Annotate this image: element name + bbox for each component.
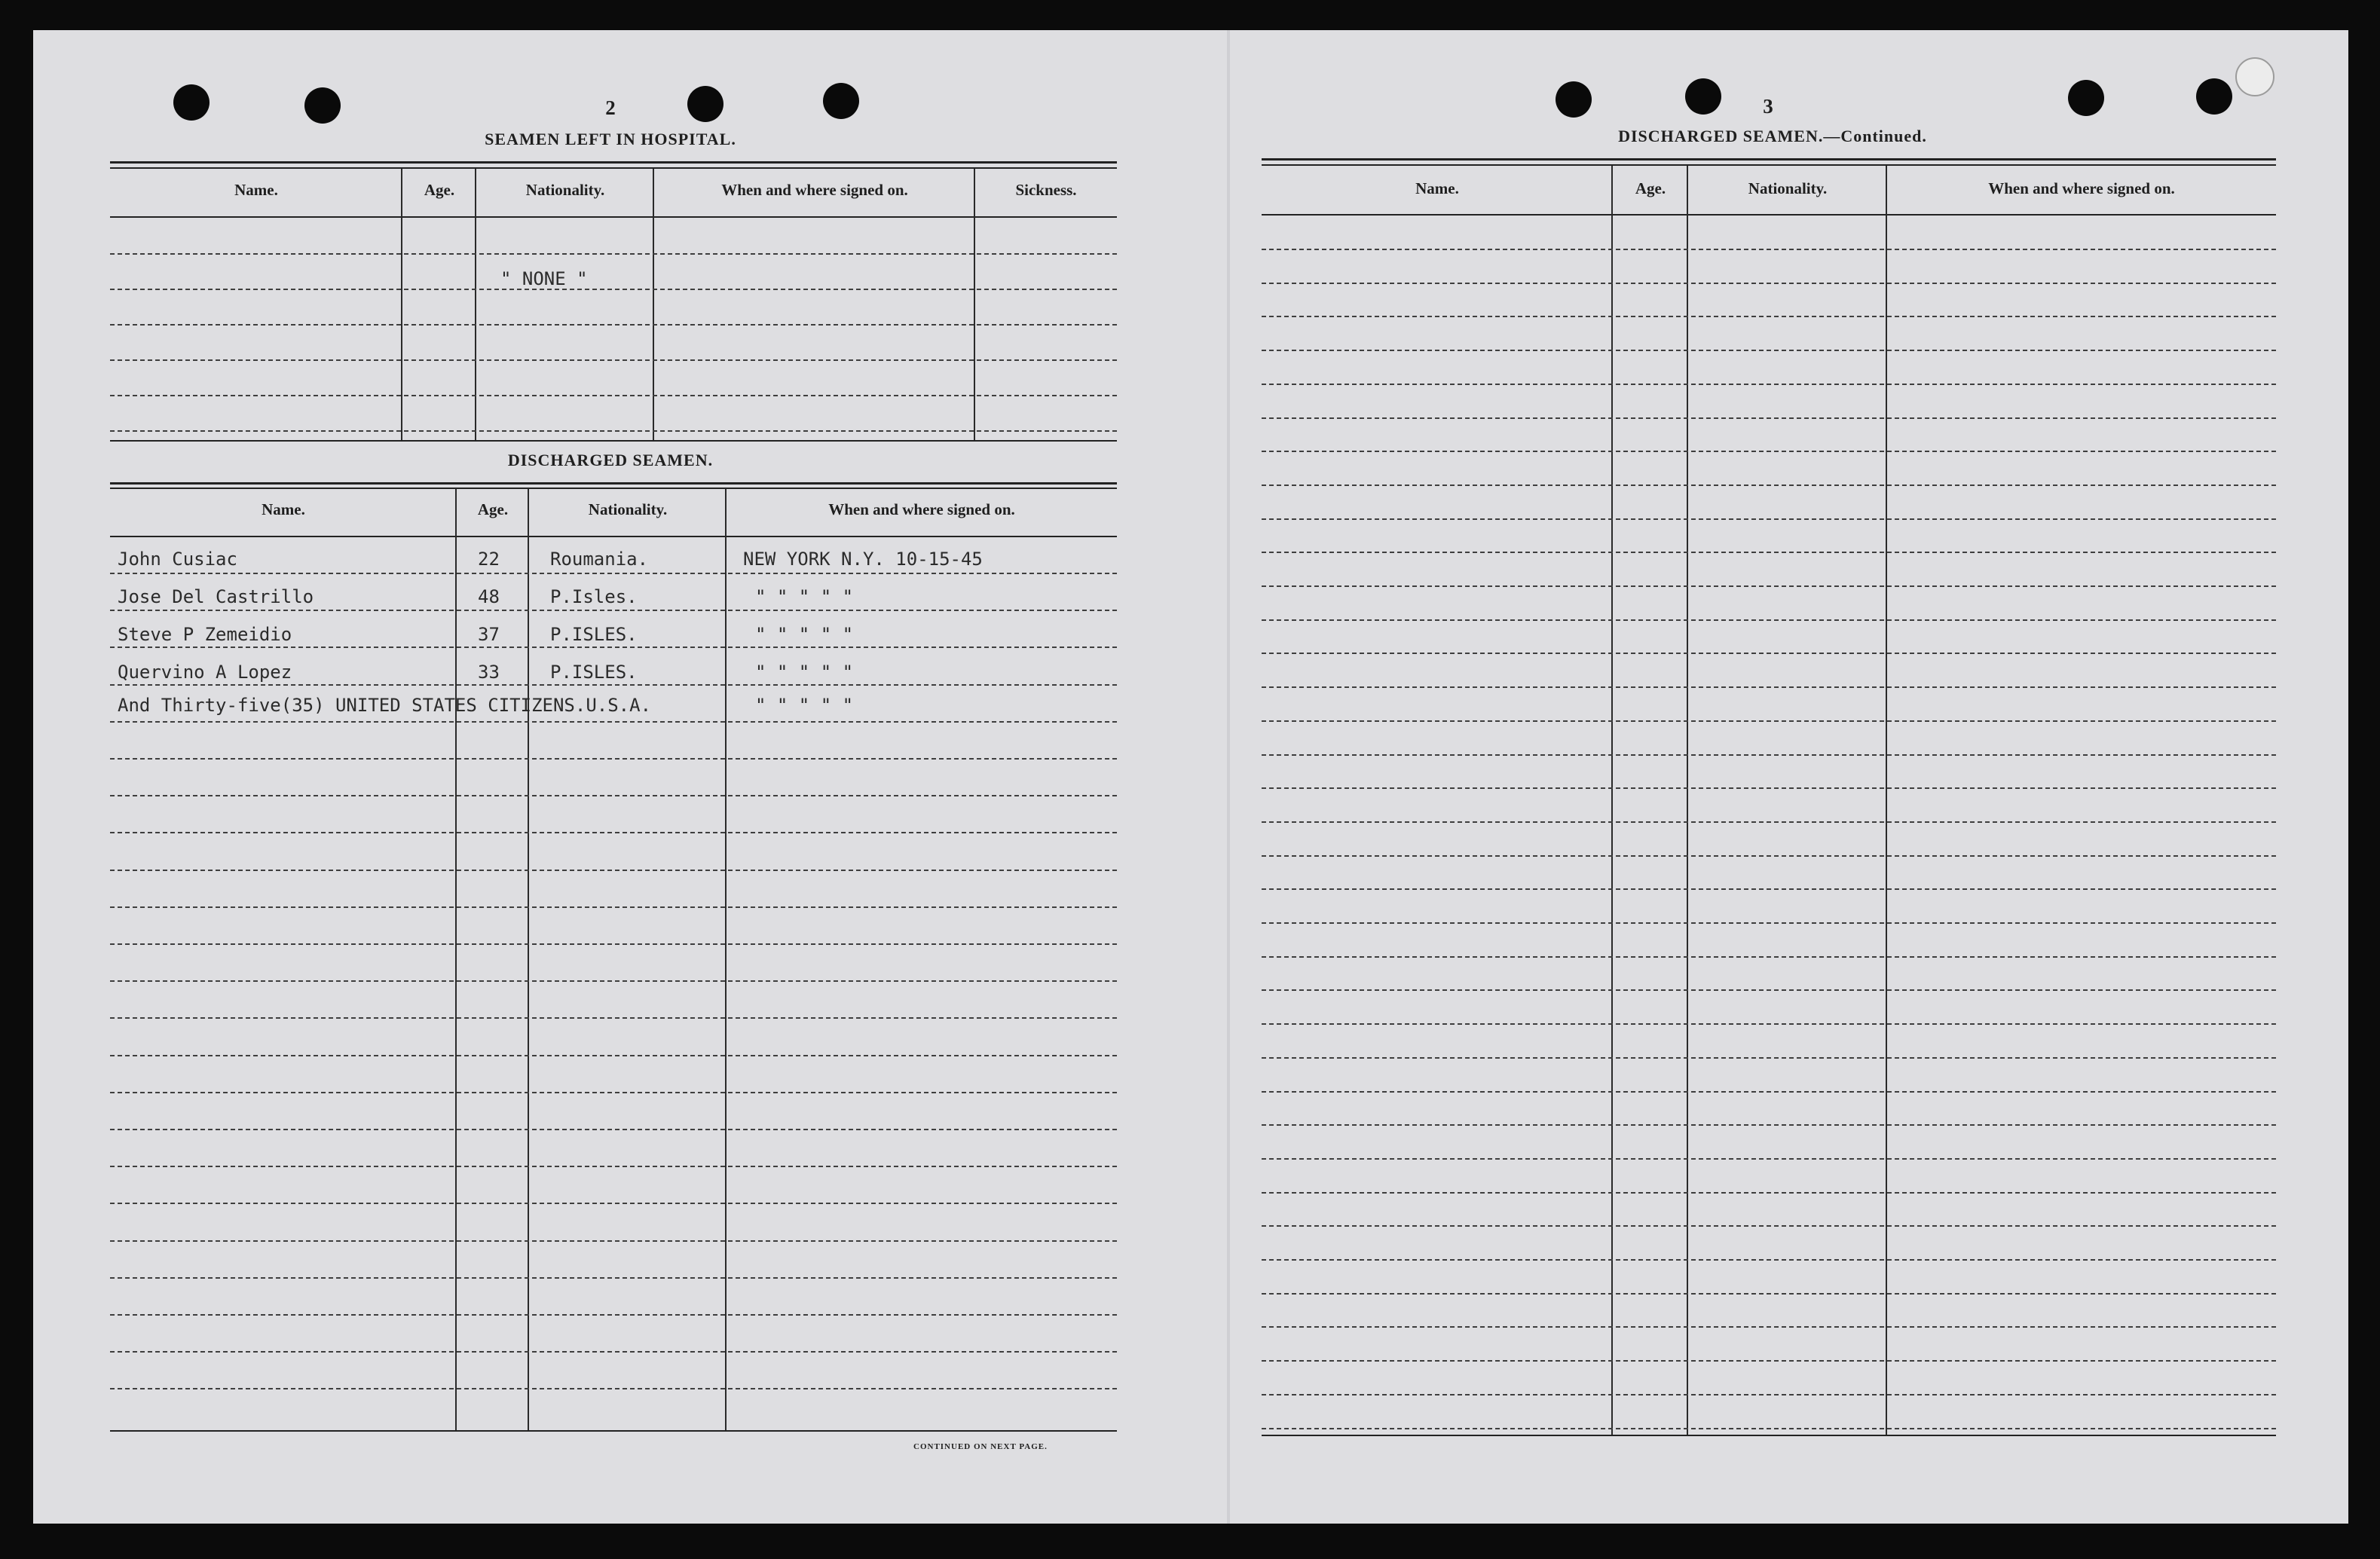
hospital-bottom-rule: [110, 440, 1117, 442]
ruled-line: [110, 1240, 1117, 1242]
ruled-line: [1262, 754, 2276, 756]
ruled-line: [1262, 821, 2276, 823]
ruled-line: [110, 1129, 1117, 1130]
ruled-line: [110, 906, 1117, 908]
ruled-line: [110, 1092, 1117, 1093]
punch-hole: [304, 87, 341, 124]
discharged-heading: DISCHARGED SEAMEN.: [507, 451, 714, 469]
seaman-age: 22: [478, 549, 500, 570]
hospital-row-line: [110, 430, 1117, 432]
ruled-line: [1262, 1394, 2276, 1395]
right-bottom-rule: [1262, 1435, 2276, 1436]
ruled-line: [1262, 1091, 2276, 1093]
discharged-column-divider: [725, 488, 727, 1432]
discharged-column-divider: [455, 488, 457, 1432]
ruled-line: [110, 647, 1117, 648]
page-number-right: 3: [1763, 95, 1773, 118]
ruled-line: [110, 573, 1117, 574]
right-top-rule: [1262, 164, 2276, 166]
ruled-line: [1262, 1326, 2276, 1328]
hospital-row-line: [110, 289, 1117, 290]
ruled-line: [110, 870, 1117, 871]
discharged-top-rule: [110, 488, 1117, 489]
discharged-header-rule: [110, 536, 1117, 537]
ruled-line: [1262, 384, 2276, 385]
ruled-line: [1262, 485, 2276, 486]
punch-hole: [687, 86, 723, 122]
seaman-signed-on: NEW YORK N.Y. 10-15-45: [743, 549, 983, 570]
hospital-col-age: Age.: [424, 181, 455, 199]
hospital-column-divider: [653, 169, 654, 440]
punch-hole: [173, 84, 210, 121]
page-number-left: 2: [605, 96, 616, 119]
seaman-nationality: P.ISLES.: [550, 624, 638, 645]
hospital-entry-none: " NONE ": [500, 268, 588, 289]
seaman-name: Steve P Zemeidio: [118, 624, 292, 645]
hospital-row-line: [110, 253, 1117, 255]
ruled-line: [110, 1166, 1117, 1167]
ruled-line: [1262, 417, 2276, 419]
seaman-age: 37: [478, 624, 500, 645]
seaman-nationality: Roumania.: [550, 549, 649, 570]
ruled-line: [1262, 1360, 2276, 1362]
ruled-line: [110, 1017, 1117, 1019]
ruled-line: [1262, 956, 2276, 958]
hospital-col-signed-on: When and where signed on.: [721, 181, 908, 199]
right-col-nationality: Nationality.: [1748, 179, 1828, 197]
seaman-nationality: P.ISLES.: [550, 662, 638, 683]
discharged-continued-heading: DISCHARGED SEAMEN.—Continued.: [1618, 127, 1927, 145]
ruled-line: [110, 1277, 1117, 1279]
punch-hole: [2196, 78, 2232, 115]
hospital-top-rule: [110, 161, 1117, 164]
right-column-divider: [1687, 166, 1688, 1436]
seaman-name: Jose Del Castrillo: [118, 586, 314, 607]
ruled-line: [110, 832, 1117, 833]
ruled-line: [1262, 249, 2276, 250]
ruled-line: [1262, 316, 2276, 317]
hospital-column-divider: [401, 169, 402, 440]
discharged-top-rule: [110, 482, 1117, 485]
ruled-line: [1262, 1023, 2276, 1025]
ruled-line: [110, 980, 1117, 982]
right-col-name: Name.: [1415, 179, 1459, 197]
discharged-col-name: Name.: [262, 500, 305, 518]
hospital-col-nationality: Nationality.: [525, 181, 605, 199]
ruled-line: [1262, 1259, 2276, 1261]
hospital-header-rule: [110, 216, 1117, 218]
ruled-line: [1262, 518, 2276, 520]
hospital-row-line: [110, 395, 1117, 396]
punch-hole: [823, 83, 859, 119]
ruled-line: [110, 1314, 1117, 1316]
ruled-line: [1262, 922, 2276, 924]
discharged-column-divider: [528, 488, 529, 1432]
ruled-line: [1262, 855, 2276, 857]
seaman-age: 33: [478, 662, 500, 683]
discharged-col-age: Age.: [477, 500, 509, 518]
punch-hole: [1685, 78, 1721, 115]
discharged-summary-ditto: " " " " ": [755, 695, 854, 716]
discharged-bottom-rule: [110, 1430, 1117, 1432]
ruled-line: [1262, 1192, 2276, 1194]
hospital-col-sickness: Sickness.: [1015, 181, 1077, 199]
ruled-line: [1262, 888, 2276, 890]
ruled-line: [1262, 686, 2276, 688]
page-fold: [1227, 30, 1230, 1524]
ruled-line: [1262, 1057, 2276, 1059]
discharged-col-signed-on: When and where signed on.: [828, 500, 1015, 518]
punch-hole-outline: [2235, 57, 2274, 96]
ruled-line: [1262, 552, 2276, 553]
right-col-age: Age.: [1635, 179, 1666, 197]
right-col-signed-on: When and where signed on.: [1988, 179, 2175, 197]
punch-hole: [1556, 81, 1592, 118]
ruled-line: [1262, 619, 2276, 621]
punch-hole: [2068, 80, 2104, 116]
ruled-line: [1262, 989, 2276, 991]
right-column-divider: [1886, 166, 1887, 1436]
seaman-age: 48: [478, 586, 500, 607]
right-header-rule: [1262, 214, 2276, 216]
ruled-line: [110, 721, 1117, 723]
seaman-signed-on: " " " " ": [755, 586, 854, 607]
discharged-summary-line: And Thirty-five(35) UNITED STATES CITIZENS.U.S.A.: [118, 695, 652, 716]
ruled-line: [1262, 1158, 2276, 1160]
hospital-top-rule: [110, 167, 1117, 169]
hospital-row-line: [110, 359, 1117, 361]
seaman-signed-on: " " " " ": [755, 624, 854, 645]
hospital-column-divider: [475, 169, 476, 440]
ruled-line: [1262, 1293, 2276, 1295]
hospital-column-divider: [974, 169, 975, 440]
ruled-line: [1262, 787, 2276, 789]
ruled-line: [1262, 720, 2276, 722]
ruled-line: [1262, 350, 2276, 351]
ruled-line: [1262, 451, 2276, 452]
ruled-line: [110, 1203, 1117, 1204]
ruled-line: [110, 758, 1117, 760]
seaman-nationality: P.Isles.: [550, 586, 638, 607]
ruled-line: [110, 943, 1117, 945]
discharged-col-nationality: Nationality.: [588, 500, 668, 518]
ruled-line: [110, 1351, 1117, 1353]
right-column-divider: [1611, 166, 1613, 1436]
seaman-name: John Cusiac: [118, 549, 237, 570]
continued-note: CONTINUED ON NEXT PAGE.: [913, 1442, 1048, 1451]
ruled-line: [110, 795, 1117, 796]
hospital-heading: SEAMEN LEFT IN HOSPITAL.: [485, 130, 736, 148]
ruled-line: [1262, 1124, 2276, 1126]
ruled-line: [110, 1388, 1117, 1389]
ruled-line: [110, 684, 1117, 686]
seaman-signed-on: " " " " ": [755, 662, 854, 683]
ruled-line: [1262, 1428, 2276, 1429]
ruled-line: [110, 610, 1117, 611]
seaman-name: Quervino A Lopez: [118, 662, 292, 683]
ruled-line: [1262, 653, 2276, 654]
ruled-line: [1262, 585, 2276, 587]
hospital-col-name: Name.: [234, 181, 278, 199]
hospital-row-line: [110, 324, 1117, 326]
right-top-rule: [1262, 158, 2276, 160]
ruled-line: [1262, 1225, 2276, 1227]
ruled-line: [110, 1055, 1117, 1056]
ruled-line: [1262, 283, 2276, 284]
